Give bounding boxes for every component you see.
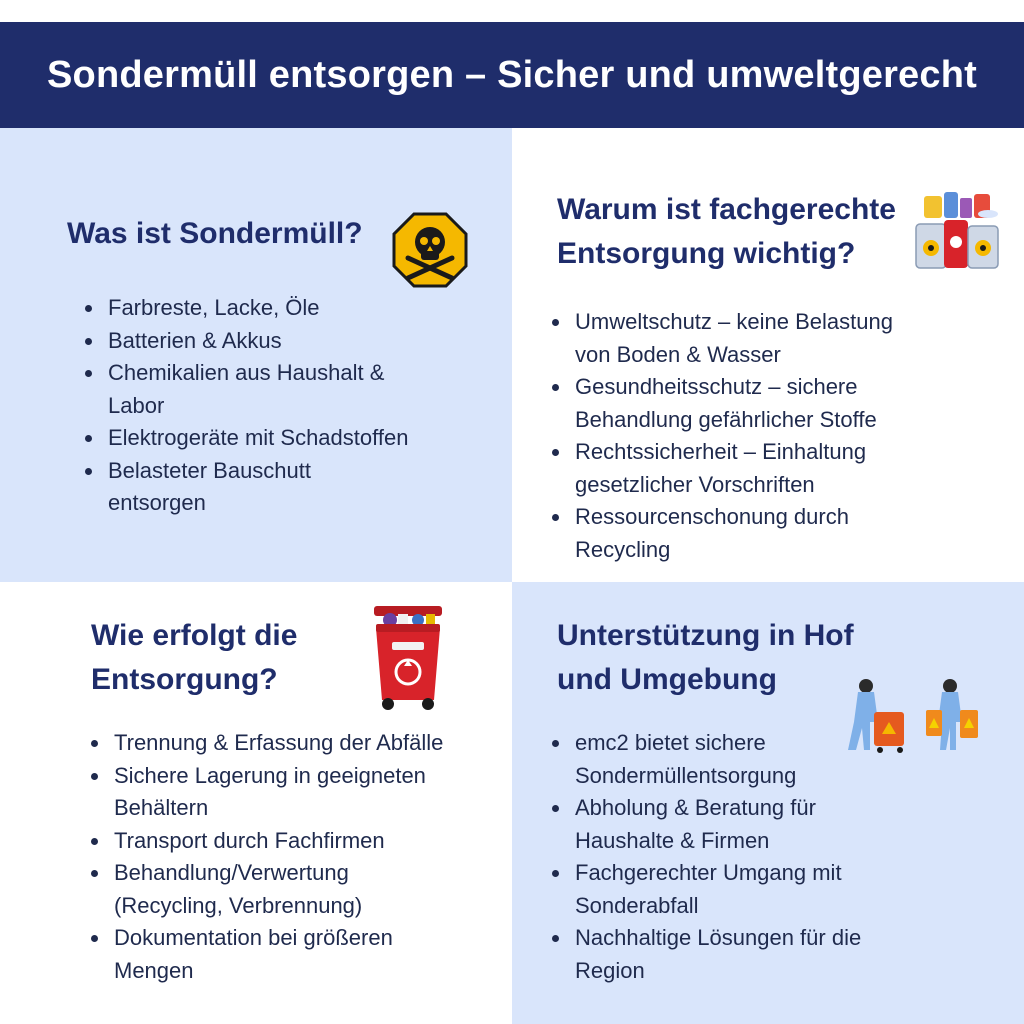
section-was-ist-sondermuell — [0, 128, 512, 582]
skull-crossbones-warning-icon — [390, 210, 470, 290]
section-title: Wie erfolgt die Entsorgung? — [91, 619, 298, 696]
list-item: Dokumentation bei größeren Mengen — [114, 922, 434, 987]
list-item: Fachgerechter Umgang mit Sonderabfall — [575, 857, 905, 922]
list-item: Belasteter Bauschutt entsorgen — [108, 455, 358, 520]
bullet-list — [575, 306, 935, 566]
bullet-list — [108, 292, 468, 520]
list-item: Chemikalien aus Haushalt & Labor — [108, 357, 418, 422]
list-item: Gesundheitsschutz – sichere Behandlung gefährlicher Stoffe — [575, 371, 920, 436]
red-waste-bin-icon — [368, 600, 448, 712]
list-item: Farbreste, Lacke, Öle — [108, 292, 468, 325]
list-item: Abholung & Beratung für Haushalte & Firmen — [575, 792, 865, 857]
list-item: Umweltschutz – keine Belastung von Boden & Wasser — [575, 306, 915, 371]
list-item: Elektrogeräte mit Schadstoffen — [108, 422, 468, 455]
section-title: Warum ist fachgerechte Entsorgung wichtig? — [557, 193, 896, 270]
bullet-list — [114, 727, 494, 987]
section-title: Was ist Sondermüll? — [67, 217, 363, 250]
section-unterstuetzung-hof — [512, 582, 1024, 1024]
hazardous-containers-icon — [910, 190, 1004, 276]
list-item: Nachhaltige Lösungen für die Region — [575, 922, 895, 987]
list-item: Sichere Lagerung in geeigneten Behältern — [114, 760, 459, 825]
list-item: Trennung & Erfassung der Abfälle — [114, 727, 494, 760]
list-item: Behandlung/Verwertung (Recycling, Verbrennung) — [114, 857, 414, 922]
list-item: Batterien & Akkus — [108, 325, 468, 358]
page-header — [0, 22, 1024, 128]
section-warum-wichtig — [512, 128, 1024, 582]
bullet-list — [575, 727, 905, 987]
page-title: Sondermüll entsorgen – Sicher und umweltgerecht — [46, 53, 977, 96]
section-wie-erfolgt-entsorgung — [0, 582, 512, 1024]
list-item: Rechtssicherheit – Einhaltung gesetzlicher Vorschriften — [575, 436, 915, 501]
section-title: Unterstützung in Hof und Umgebung — [557, 619, 854, 696]
list-item: Transport durch Fachfirmen — [114, 825, 494, 858]
list-item: Ressourcenschonung durch Recycling — [575, 501, 885, 566]
list-item: emc2 bietet sichere Sondermüllentsorgung — [575, 727, 835, 792]
